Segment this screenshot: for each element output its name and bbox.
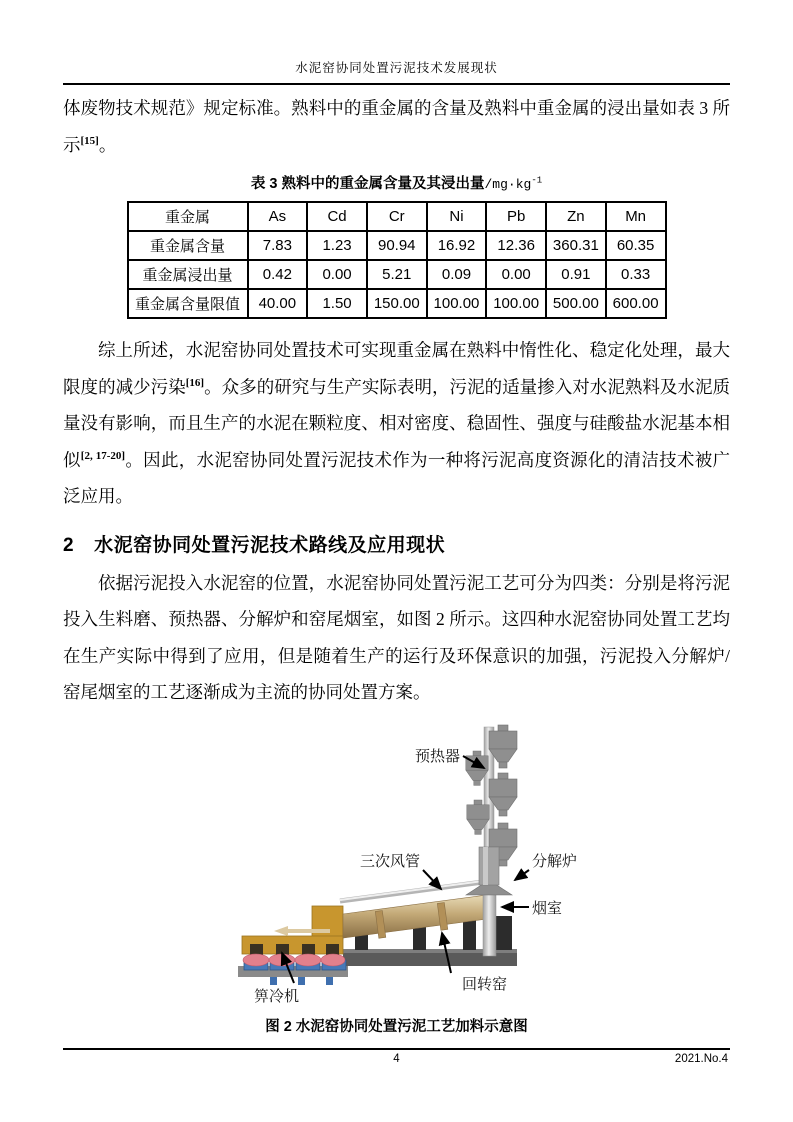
- data-cell: 100.00: [427, 289, 487, 318]
- table-3-title: [63, 172, 730, 193]
- data-cell: 16.92: [427, 231, 487, 260]
- body-paragraph-1: [63, 90, 730, 163]
- data-cell: 1.23: [307, 231, 367, 260]
- table-title-text: 表 3 熟料中的重金属含量及其浸出量: [250, 176, 485, 192]
- table-row: [128, 289, 666, 318]
- data-cell: 150.00: [367, 289, 427, 318]
- paragraph-text: 。: [98, 134, 117, 155]
- table-row: [128, 231, 666, 260]
- page-content: [63, 50, 730, 1036]
- table-title-unit: $/mg\cdot kg^{-1}$: [484, 175, 543, 192]
- process-diagram-figure: [230, 723, 582, 1011]
- body-paragraph-2: [63, 332, 730, 515]
- data-cell: 1.50: [307, 289, 367, 318]
- page-footer: [63, 1053, 730, 1071]
- data-cell: 0.00: [486, 260, 546, 289]
- table-row: [128, 260, 666, 289]
- data-cell: 600.00: [606, 289, 666, 318]
- calciner-label: 分解炉: [532, 853, 578, 870]
- citation-ref-16: [16]: [185, 376, 205, 389]
- cooler-legs: [270, 977, 333, 985]
- column-header: As: [248, 202, 308, 231]
- column-header: Mn: [606, 202, 666, 231]
- data-cell: 7.83: [248, 231, 308, 260]
- tertiary-air-duct-label: 三次风管: [359, 853, 420, 870]
- preheater-tower: [466, 725, 517, 895]
- column-header: Cd: [307, 202, 367, 231]
- data-cell: 100.00: [486, 289, 546, 318]
- page-number: 4: [393, 1053, 400, 1065]
- row-label: 重金属含量限值: [128, 289, 248, 318]
- citation-ref-2-17-20: [2, 17-20]: [80, 449, 126, 462]
- tertiary-duct-arrow: [423, 870, 441, 889]
- section-title: 水泥窑协同处置污泥技术路线及应用现状: [94, 534, 446, 556]
- column-header: Cr: [367, 202, 427, 231]
- data-cell: 0.42: [248, 260, 308, 289]
- paragraph-text: 。因此，水泥窑协同处置污泥技术作为一种将污泥高度资源化的清洁技术被广泛应用。: [63, 449, 730, 506]
- unit-exponent: -1: [531, 175, 543, 186]
- cement-kiln-process-diagram: [230, 723, 582, 1011]
- data-cell: 0.09: [427, 260, 487, 289]
- issue-number: 2021.No.4: [674, 1053, 728, 1065]
- section-2-heading: [63, 530, 730, 557]
- running-header-title: 水泥窑协同处置污泥技术发展现状: [63, 50, 730, 85]
- row-label: 重金属浸出量: [128, 260, 248, 289]
- smoke-chamber-label: 烟室: [532, 900, 563, 917]
- paragraph-text: 综上所述，水泥窑协同处置技术可实现重金属在熟料中惰性化、稳定化处理，最大限度的减少污染: [63, 340, 730, 397]
- data-cell: 500.00: [546, 289, 606, 318]
- data-cell: 12.36: [486, 231, 546, 260]
- column-header: Ni: [427, 202, 487, 231]
- data-cell: 0.00: [307, 260, 367, 289]
- column-header: Zn: [546, 202, 606, 231]
- table-header-row: [128, 202, 666, 231]
- column-header: 重金属: [128, 202, 248, 231]
- grate-cooler-assembly: [238, 906, 348, 985]
- row-label: 重金属含量: [128, 231, 248, 260]
- data-cell: 0.33: [606, 260, 666, 289]
- figure-2-caption: 图 2 水泥窑协同处置污泥工艺加料示意图: [265, 1018, 528, 1035]
- section-number: 2: [63, 534, 75, 556]
- calciner-arrow: [515, 870, 529, 880]
- data-cell: 0.91: [546, 260, 606, 289]
- heavy-metals-table: [127, 201, 667, 319]
- data-cell: 90.94: [367, 231, 427, 260]
- preheater-label: 预热器: [414, 748, 460, 765]
- citation-ref-15: [15]: [80, 134, 99, 147]
- tertiary-air-duct-pipe: [340, 881, 483, 901]
- rotary-kiln-label: 回转窑: [462, 976, 508, 993]
- data-cell: 60.35: [606, 231, 666, 260]
- data-cell: 40.00: [248, 289, 308, 318]
- body-paragraph-3: 依据污泥投入水泥窑的位置，水泥窑协同处置污泥工艺可分为四类：分别是将污泥投入生料磨、预热器、分解炉和窑尾烟室，如图 2 所示。这四种水泥窑协同处置工艺均在生产实际中得到了应用，但是随着生产的运行及环保意识的加强，污泥投入分解炉/窑尾烟室的工艺逐渐成为主流的协同处置方案。: [63, 572, 730, 702]
- data-cell: 360.31: [546, 231, 606, 260]
- footer-rule: [63, 1048, 730, 1050]
- paragraph-text: 。众多的研究与生产实际表明，污泥的适量掺入对水泥熟料及水泥质量没有影响，而且生产的水泥在颗粒度、相对密度、稳固性、强度与硅酸盐水泥基本相似: [63, 376, 731, 470]
- paragraph-text: 体废物技术规范》规定标准。熟料中的重金属的含量及熟料中重金属的浸出量如表 3 所示: [63, 98, 730, 155]
- cyclone-stages: [466, 725, 517, 866]
- grate-cooler-label: 箅冷机: [254, 988, 300, 1005]
- data-cell: 5.21: [367, 260, 427, 289]
- column-header: Pb: [486, 202, 546, 231]
